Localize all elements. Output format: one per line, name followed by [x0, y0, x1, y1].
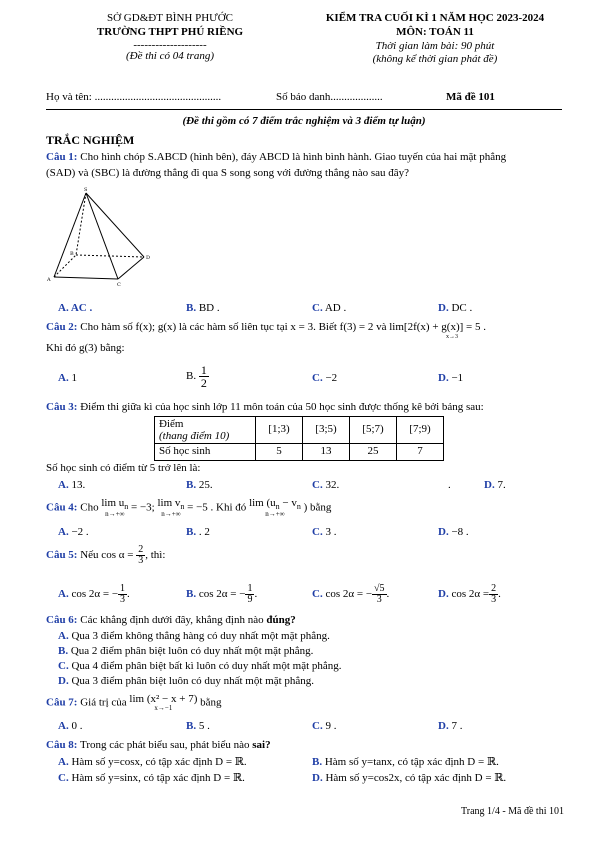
- q8-label: Câu 8:: [46, 739, 78, 751]
- q1-label: Câu 1:: [46, 151, 78, 163]
- q5-label: Câu 5:: [46, 549, 78, 562]
- q3-stray-dot: .: [448, 479, 451, 491]
- q8-option-a[interactable]: A. Hàm số y=cosx, có tập xác định D = ℝ.: [58, 756, 247, 768]
- q5-option-b[interactable]: B. cos 2α = − $\frac{1}{9}$ .: [186, 583, 258, 605]
- q6-option-a[interactable]: A. Qua 3 điểm không thẳng hàng có duy nhất một mặt phẳng.: [58, 630, 330, 642]
- q4-option-b[interactable]: B. . 2: [186, 526, 210, 538]
- exam-time: Thời gian làm bài: 90 phút: [375, 39, 495, 52]
- header-dashes: --------------------: [133, 38, 207, 51]
- q6-option-d[interactable]: D. Qua 3 điểm phân biệt luôn có duy nhất một mặt phẳng.: [58, 675, 315, 687]
- section-title: TRẮC NGHIỆM: [46, 133, 135, 147]
- score-table: [154, 416, 444, 461]
- q4-line: Câu 4: Cho $\lim u_n$ n→+∞ = −3; $\lim v_n$ n→+∞ = −5 . Khi đó $\lim (u_n - v_n$ n→+∞ ) bằng: [46, 497, 332, 519]
- q5-option-d[interactable]: D. cos 2α = $\frac{2}{3}$ .: [438, 583, 501, 605]
- q1-text1: Cho hình chóp S.ABCD (hình bên), đáy ABCD là hình bình hành. Giao tuyến của hai mặt phẳng: [80, 151, 507, 163]
- q5-line: Câu 5: Nếu cos α = $\frac{2}{3}$ , thì:: [46, 544, 166, 566]
- count-2: 13: [303, 444, 350, 461]
- q2-line2: Khi đó g(3) bằng:: [46, 342, 125, 354]
- q2-option-d[interactable]: D. −1: [438, 372, 464, 384]
- q6-line: Câu 6: Các khẳng định dưới đây, khẳng định nào đúng?: [46, 614, 296, 626]
- q4-label: Câu 4:: [46, 501, 78, 514]
- q3-option-c[interactable]: C. 32.: [312, 479, 340, 491]
- q2-option-b[interactable]: B. $\frac{1}{2}$: [186, 363, 207, 390]
- q6-option-c[interactable]: C. Qua 4 điểm phân biệt bất kì luôn có duy nhất một mặt phẳng.: [58, 660, 342, 672]
- interval-1: [1;3): [256, 417, 303, 444]
- pages-note: (Đề thi có 04 trang): [126, 49, 214, 62]
- q8-option-c[interactable]: C. Hàm số y=sinx, có tập xác định D = ℝ.: [58, 772, 245, 784]
- q7-label: Câu 7:: [46, 696, 78, 709]
- exam-title: KIỂM TRA CUỐI KÌ 1 NĂM HỌC 2023-2024: [325, 12, 545, 24]
- q1-line2: (SAD) và (SBC) là đường thẳng đi qua S song song với đường thẳng nào sau đây?: [46, 167, 410, 179]
- q1-option-c[interactable]: C. AD .: [312, 302, 347, 314]
- count-3: 25: [350, 444, 397, 461]
- header-right: [300, 12, 570, 67]
- interval-2: [3;5): [303, 417, 350, 444]
- page-footer: Trang 1/4 - Mã đề thi 101: [461, 806, 564, 817]
- q2-label: Câu 2:: [46, 321, 78, 333]
- q3-option-b[interactable]: B. 25.: [186, 479, 213, 491]
- school-name: TRƯỜNG THPT PHÚ RIỀNG: [96, 25, 244, 38]
- q5-option-c[interactable]: C. cos 2α = − $\frac{√5}{3}$ .: [312, 583, 390, 605]
- student-id-field: Số báo danh...................: [276, 91, 383, 103]
- q4-option-d[interactable]: D. −8 .: [438, 526, 469, 538]
- q4-option-c[interactable]: C. 3 .: [312, 526, 337, 538]
- q5-option-a[interactable]: A. cos 2α = − $\frac{1}{3}$ .: [58, 583, 130, 605]
- q3-label: Câu 3:: [46, 401, 78, 413]
- count-4: 7: [397, 444, 444, 461]
- fig-label-a: A: [47, 277, 51, 283]
- q3-line2: Số học sinh có điểm từ 5 trở lên là:: [46, 462, 201, 474]
- q6-label: Câu 6:: [46, 614, 78, 626]
- q7-option-a[interactable]: A. 0 .: [58, 720, 83, 732]
- q2-b-fraction: $\frac{1}{2}$: [200, 363, 207, 390]
- q8-option-b[interactable]: B. Hàm số y=tanx, có tập xác định D = ℝ.: [312, 756, 499, 768]
- q3-option-a[interactable]: A. 13.: [58, 479, 86, 491]
- fig-label-s: S: [84, 187, 88, 193]
- q2-text1: Cho hàm số f(x); g(x) là các hàm số liên tục tại x = 3. Biết f(3) = 2 và lim[2f(x) + g(x)] = 5 .: [80, 321, 486, 333]
- q4-option-a[interactable]: A. −2 .: [58, 526, 89, 538]
- q1-option-a[interactable]: A. AC .: [58, 302, 93, 314]
- divider-line: [46, 109, 562, 110]
- subject: MÔN: TOÁN 11: [396, 25, 474, 38]
- q2-option-c[interactable]: C. −2: [312, 372, 338, 384]
- q2-option-a[interactable]: A. 1: [58, 372, 77, 384]
- q3-text1: Điểm thi giữa kì của học sinh lớp 11 môn toán của 50 học sinh được thống kê bởi bảng sau:: [80, 401, 484, 413]
- q2-line1: [46, 321, 486, 335]
- fig-label-b: B: [70, 251, 74, 257]
- exam-code: Mã đề 101: [446, 91, 495, 103]
- q2-lim-sub: x→3: [446, 334, 458, 340]
- fig-label-c: C: [117, 282, 121, 288]
- interval-4: [7;9): [397, 417, 444, 444]
- q3-option-d[interactable]: D. 7.: [484, 479, 506, 491]
- table-row-label: Số học sinh: [155, 444, 256, 461]
- dept-name: SỞ GD&ĐT BÌNH PHƯỚC: [107, 12, 233, 24]
- q7-option-d[interactable]: D. 7 .: [438, 720, 463, 732]
- q7-line: Câu 7: Giá trị của lim (x² − x + 7) x→−1 bằng: [46, 693, 222, 712]
- structure-note: (Đề thi gồm có 7 điểm trắc nghiệm và 3 điểm tự luận): [182, 115, 426, 127]
- fig-label-d: D: [146, 255, 151, 261]
- header-left: [70, 12, 270, 63]
- q7-option-b[interactable]: B. 5 .: [186, 720, 210, 732]
- time-note: (không kể thời gian phát đề): [372, 53, 498, 66]
- pyramid-figure: [46, 185, 156, 290]
- q3-line1: [46, 401, 484, 415]
- table-header-label: Điểm (thang điểm 10): [155, 417, 256, 444]
- table-row: [155, 444, 444, 461]
- student-name-field: Họ và tên: ..............................................: [46, 91, 222, 103]
- q5-fraction: $\frac{2}{3}$: [138, 544, 144, 566]
- table-row: [155, 417, 444, 444]
- q8-line: Câu 8: Trong các phát biểu sau, phát biểu nào sai?: [46, 739, 271, 751]
- q8-option-d[interactable]: D. Hàm số y=cos2x, có tập xác định D = ℝ.: [312, 772, 507, 784]
- interval-3: [5;7): [350, 417, 397, 444]
- q1-option-d[interactable]: D. DC .: [438, 302, 473, 314]
- q1-option-b[interactable]: B. BD .: [186, 302, 220, 314]
- q1-line1: [46, 151, 506, 165]
- q7-option-c[interactable]: C. 9 .: [312, 720, 337, 732]
- count-1: 5: [256, 444, 303, 461]
- q6-option-b[interactable]: B. Qua 2 điểm phân biệt luôn có duy nhất một mặt phẳng.: [58, 645, 314, 657]
